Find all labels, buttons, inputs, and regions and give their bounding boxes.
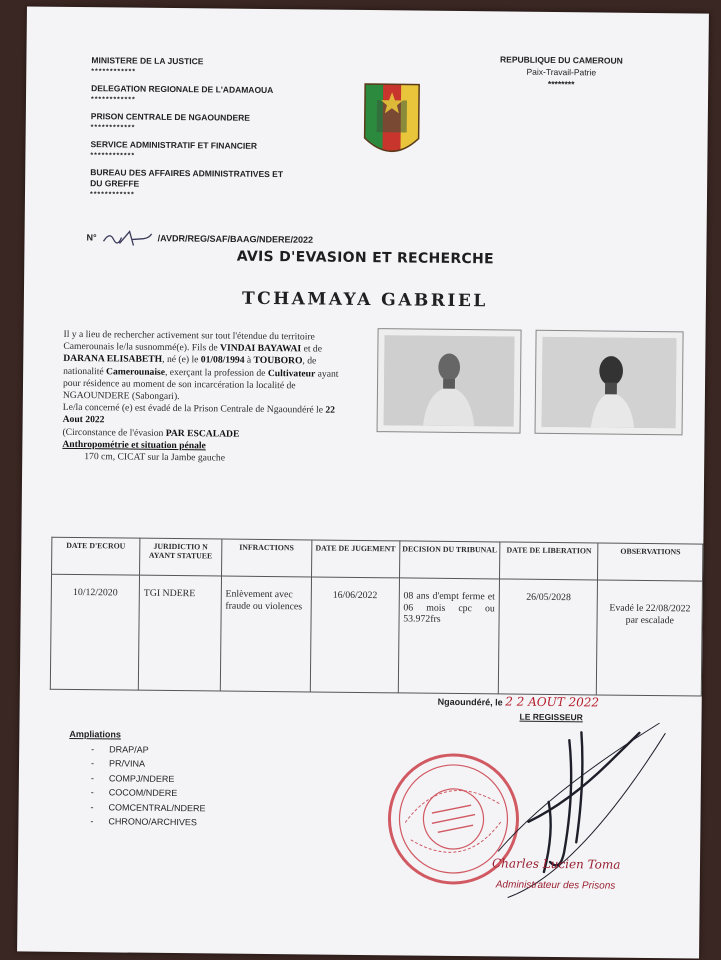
notice-paragraph-1: Il y a lieu de rechercher activement sur tout l'étendue du territoire Camerounais le/la susnommé(e). Fils de VINDAI BAYAWAI et de DARANA ELISABETH, né (e) le 01/08/1994 à TOUBORO, de nationalité Camerounaise, exerçant la profession de Cultivateur ayant pour résidence au moment de son incarcération la localité de NGAOUNDERE (Sabongari).: [62, 328, 339, 403]
table-row: [50, 574, 702, 696]
col-date-ecrou: DATE D'ECROU: [52, 537, 140, 575]
ampliations-list: [68, 727, 206, 830]
document-title: AVIS D'EVASION ET RECHERCHE: [236, 248, 495, 268]
penal-record-table: [50, 537, 704, 697]
cameroon-emblem-icon: [358, 80, 425, 165]
motto-label: Paix-Travail-Patrie: [526, 66, 597, 78]
signature-icon: [488, 701, 670, 903]
service-label: SERVICE ADMINISTRATIF ET FINANCIER: [90, 139, 258, 151]
place-label: Ngaoundéré, le: [437, 696, 503, 708]
bureau-label-1: BUREAU DES AFFAIRES ADMINISTRATIVES ET: [90, 167, 284, 180]
ampliations-title: Ampliations: [69, 728, 121, 740]
cell-date-liberation: 26/05/2028: [498, 579, 598, 695]
cell-observations: Evadé le 22/08/2022 par escalade: [597, 580, 703, 696]
header-right: REPUBLIQUE DU CAMEROUN Paix-Travail-Patrie ********: [481, 53, 641, 91]
handwritten-number-icon: [99, 229, 155, 248]
prison-label: PRISON CENTRALE DE NGAOUNDERE: [90, 111, 251, 123]
person-front-icon: [384, 335, 515, 426]
col-date-liberation: DATE DE LIBERATION: [500, 542, 599, 580]
list-item: - COMCENTRAL/NDERE: [69, 799, 206, 815]
list-item: - CHRONO/ARCHIVES: [68, 814, 205, 830]
subject-name: TCHAMAYA GABRIEL: [241, 288, 488, 312]
cell-date-ecrou: 10/12/2020: [50, 574, 139, 690]
list-item: - PR/VINA: [69, 756, 206, 772]
cell-infractions: Enlèvement avec fraude ou violences: [220, 576, 311, 692]
col-decision: DECISION DU TRIBUNAL: [399, 541, 500, 579]
list-item: - COMPJ/NDERE: [69, 770, 206, 786]
list-item: - COCOM/NDERE: [69, 785, 206, 801]
anthropometry-label: Anthropométrie et situation pénale: [62, 438, 206, 452]
bureau-label-2: DU GREFFE: [90, 178, 140, 189]
person-profile-icon: [542, 337, 677, 428]
notice-paragraph-3: (Circonstance de l'évasion PAR ESCALADE: [62, 426, 240, 440]
photo-front: [377, 328, 522, 434]
republic-label: REPUBLIQUE DU CAMEROUN: [499, 54, 623, 66]
ministry-label: MINISTERE DE LA JUSTICE: [91, 55, 204, 67]
handwritten-date: 2 2 AOUT 2022: [505, 694, 600, 710]
cell-juridiction: TGI NDERE: [138, 575, 221, 691]
notice-body: [62, 329, 353, 466]
col-date-jugement: DATE DE JUGEMENT: [311, 540, 399, 578]
delegation-label: DELEGATION REGIONALE DE L'ADAMAOUA: [91, 83, 274, 96]
col-observations: OBSERVATIONS: [598, 543, 703, 581]
signer-title: Administrateur des Prisons: [495, 879, 616, 892]
reference-number: N° /AVDR/REG/SAF/BAAG/NDERE/2022: [86, 229, 313, 249]
regisseur-label: LE REGISSEUR: [519, 711, 583, 723]
cell-decision: 08 ans d'empt ferme et 06 mois cpc ou 53.972frs: [398, 578, 500, 694]
photo-profile: [535, 330, 684, 436]
cell-date-jugement: 16/06/2022: [310, 577, 399, 693]
anthropometry-value: 170 cm, CICAT sur la Jambe gauche: [84, 451, 226, 464]
list-item: - DRAP/AP: [69, 741, 206, 757]
notice-paragraph-2: Le/la concerné (e) est évadé de la Prison Centrale de Ngaoundéré le 22 Aout 2022: [62, 402, 336, 426]
col-juridiction: JURIDICTIO N AYANT STATUEE: [139, 538, 221, 576]
col-infractions: INFRACTIONS: [221, 539, 311, 577]
header-left: MINISTERE DE LA JUSTICE ************ DELEGATION REGIONALE DE L'ADAMAOUA ************ PRISON CENTRALE DE NGAOUNDERE ************ SERVICE ADMINISTRATIF ET FINANCIER ************ BUREAU DES AFFAIRES ADMINISTRATIVES ET DU GREFFE ************: [90, 55, 352, 209]
document-page: [17, 6, 709, 958]
signer-name: Charles Lucien Toma: [491, 856, 621, 872]
